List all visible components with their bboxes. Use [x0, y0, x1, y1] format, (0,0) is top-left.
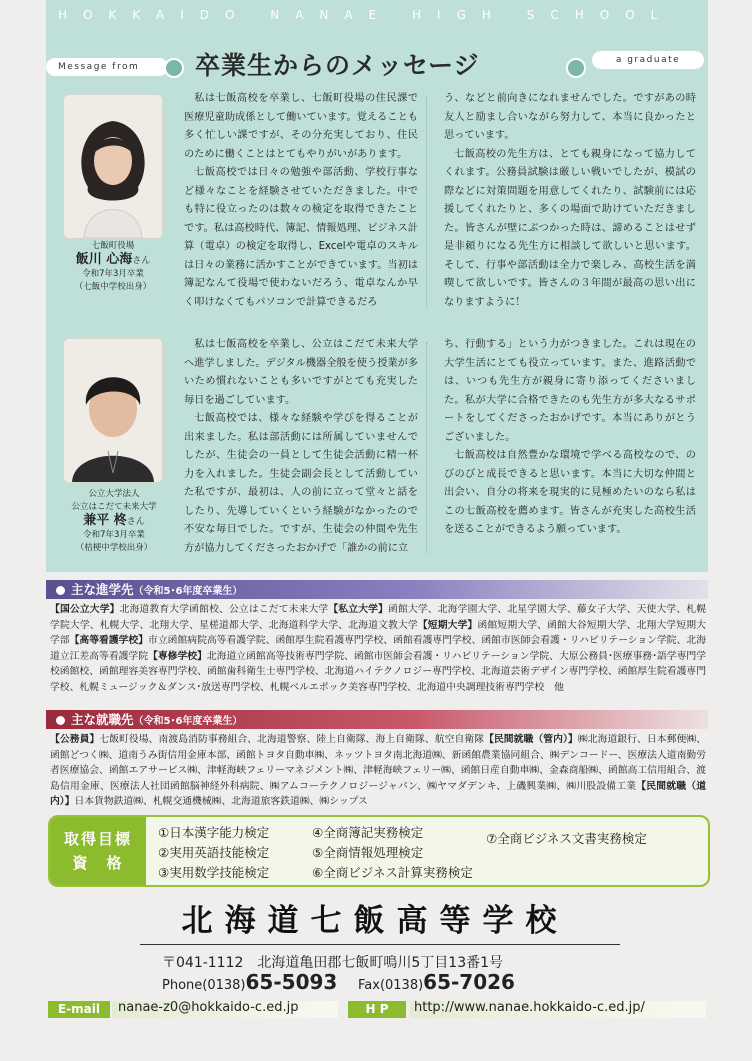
phone-area-code: (0138): [202, 978, 246, 993]
qualification-item: ⑦全商ビジネス文書実務検定: [486, 831, 647, 846]
list-label: 【公務員】: [50, 734, 100, 745]
graduate-year: 令和7年3月卒業: [82, 269, 144, 279]
column-divider: [426, 342, 427, 554]
list-body: 北海道立函館高等技術専門学院、函館市医師会看護・リハビリテーション学院、大原公務員･医療事務･語学専門学校函館校、函館理容美容専門学校、函館歯科衛生士専門学校、北海道ハイテクノロジー専門学校、北海道芸術デザイン専門学校、函館厚生院看護専門学校、札幌ミュージック＆ダンス･放送専門学校、札幌ベルエポック美容専門学校、北海道中央調理技術専門学校 他: [50, 650, 706, 693]
qualifications-box: [48, 815, 710, 887]
title-dot-left: [164, 58, 184, 78]
qualification-item: ⑥全商ビジネス計算実務検定: [312, 865, 473, 880]
advancement-subtitle: （令和5･6年度卒業生）: [133, 586, 243, 597]
email-link[interactable]: nanae-z0@hokkaido-c.ed.jp: [118, 1000, 299, 1015]
advancement-list: [50, 602, 706, 702]
qualifications-label: [50, 817, 146, 885]
list-body: 北海道教育大学函館校、公立はこだて未来大学: [119, 604, 329, 615]
graduate-caption-2: [44, 488, 184, 555]
list-body: 函館大学、北海学園大学、北星学園大学、藤女子大学、天使大学、札幌学院大学、札幌大学、北翔大学、星槎道都大学、北海道科学大学、北海道文教大学: [50, 604, 706, 631]
qualification-item: ④全商簿記実務検定: [312, 825, 424, 840]
graduate-message-2-col2: [444, 336, 696, 562]
list-body: 市立函館病院高等看護学院、函館厚生院看護専門学校、函館看護専門学校、函館市医師会看護・リハビリテーション学院、北海道立江差高等看護学院: [50, 635, 706, 662]
hp-label: H P: [348, 1001, 406, 1018]
graduate-prior-school: （七飯中学校出身）: [74, 282, 152, 292]
a-graduate-tag: a graduate: [592, 51, 704, 69]
list-label: 【民間就職（管内）】: [484, 734, 578, 745]
portrait-icon: [64, 339, 162, 482]
list-body: ㈱北海道銀行、日本郵便㈱、函館どつく㈱、道南うみ街信用金庫本部、函館トヨタ自動車㈱、ネッツトヨタ南北海道㈱、新函館農業協同組合、㈱デンコードー、医療法人道南勤労者医療協会、函館エアサービス㈱、津軽海峡フェリーマネジメント㈱、津軽海峡フェリー㈱、函館日産自動車㈱、金森商船㈱、函館高工信用組合、渡島信用金庫、医療法人社団函館脳神経外科病院、㈱アムコーテクノロジージャパン、㈱ヤマダデンキ、上磯興業㈱、㈱川股設備工業: [50, 734, 706, 792]
graduate-prior-school: （桔梗中学校出身）: [75, 543, 153, 553]
fax-area-code: (0138): [379, 978, 424, 993]
graduate-affiliation: 公立大学法人 公立はこだて未来大学: [71, 489, 157, 512]
message-paragraph: 七飯高校の先生方は、とても親身になって協力してくれます。公務員試験は厳しい戦いでしたが、模試の際などに対策問題を用意してくれたり、試験前には応援してくれたりと、多くの場面で助けていただきました。皆さんが壁にぶつかった時は、諦めることはせず是非頼りになる先生方に相談して欲しいと思います。そして、行事や部活動は全力で楽しみ、高校生活を満喫して欲しいです。皆さんの３年間が最高の思い出になりますように！: [444, 148, 696, 308]
fax-label: Fax: [357, 978, 380, 993]
message-paragraph: 七飯高校では日々の勉強や部活動、学校行事など様々なことを経験させていただきました。中でも特に役立ったのは数々の検定を取得できたことです。私は高校時代、簿記、情報処理、ビジネス計算（電卓）の検定を取得し、Excelや電卓のスキルは日々の業務に活かすことができています。当初は簿記なんて役場で使わないだろう、電卓なんか早く叩けなくてもパソコンで計算できるだろ: [184, 167, 418, 308]
section-title: 卒業生からのメッセージ: [195, 51, 480, 80]
school-name: 北海道七飯高等学校: [181, 903, 569, 939]
graduate-message-1-col2: [444, 90, 696, 316]
bullet-dot-icon: [56, 716, 65, 725]
portrait-icon: [64, 95, 162, 238]
graduate-photo-2: [63, 338, 163, 483]
list-body: 日本貨物鉄道㈱、札幌交通機械㈱、北海道旅客鉄道㈱、㈱シップス: [74, 796, 368, 808]
graduate-message-2-col1: [184, 336, 418, 562]
list-label: 【短期大学】: [417, 619, 478, 631]
employment-subtitle: （令和5･6年度卒業生）: [133, 716, 243, 727]
title-dot-right: [566, 58, 586, 78]
qualifications-label-line1: 取得目標: [63, 830, 132, 848]
bullet-dot-icon: [56, 586, 65, 595]
message-paragraph: 七飯高校では、様々な経験や学びを得ることが出来ました。私は部活動には所属していませんでしたが、生徒会の一員として生徒会活動に精一杯力を入れました。生徒会副会長として活動していた私ですが、最初は、人の前に立って堂々と話をしたり、先導していくという経験がなかったので不安な毎日でした。ですが、生徒会の仲間や先生方が協力してくださったおかげで「誰かの前に立: [184, 413, 418, 554]
graduate-message-1-col1: [184, 90, 418, 316]
phone-number: 65-5093: [245, 970, 338, 994]
graduate-honorific: さん: [126, 517, 145, 527]
list-label: 【私立大学】: [328, 604, 389, 615]
column-divider: [426, 96, 427, 308]
qualification-item: ②実用英語技能検定: [158, 845, 270, 860]
phone-fax-line: [162, 970, 515, 994]
homepage-link[interactable]: http://www.nanae.hokkaido-c.ed.jp/: [414, 1000, 645, 1015]
list-body: 函館短期大学、函館大谷短期大学、北翔大学短期大学部: [50, 619, 706, 647]
graduate-honorific: さん: [132, 256, 151, 266]
qualification-item: ③実用数学技能検定: [158, 865, 270, 880]
message-paragraph: う、などと前向きになれませんでした。ですがあの時友人と励まし合いながら努力して、本当に良かったと思っています。: [444, 93, 696, 141]
graduate-name: 兼平 柊: [83, 513, 127, 528]
email-label: E-mail: [48, 1001, 110, 1018]
advancement-title: 主な進学先: [71, 582, 134, 597]
list-label: 【民間就職（道内）】: [50, 780, 706, 808]
message-paragraph: 七飯高校は自然豊かな環境で学べる高校なので、のびのびと成長できると思います。本当に大切な仲間と出会い、自分の将来を現実的に見極めたいのなら私はこの七飯高校を薦めます。皆さんが充実した高校生活を送ることができるよう願っています。: [444, 450, 696, 535]
qualification-item: ⑤全商情報処理検定: [312, 845, 424, 860]
footer-rule: [140, 944, 620, 945]
graduate-year: 令和7年3月卒業: [83, 530, 145, 540]
graduate-name: 飯川 心海: [75, 252, 133, 267]
graduate-affiliation: 七飯町役場: [91, 241, 135, 251]
phone-label: Phone: [162, 978, 203, 993]
graduate-caption-1: [48, 240, 178, 294]
message-paragraph: 私は七飯高校を卒業し、七飯町役場の住民課で医療児童助成係として働いています。覚えることも多く忙しい課ですが、その分充実しており、住民のために働くことはとてもやりがいがあります。: [184, 93, 418, 160]
list-label: 【高等看護学校】: [69, 635, 149, 647]
advancement-header: [46, 580, 708, 599]
school-english-name: HOKKAIDO NANAE HIGH SCHOOL: [58, 8, 674, 22]
fax-number: 65-7026: [423, 970, 515, 994]
qualifications-label-line2: 資 格: [72, 854, 124, 872]
employment-list: [50, 732, 706, 812]
list-label: 【国公立大学】: [50, 604, 120, 615]
message-from-tag: Message from: [46, 58, 168, 76]
list-label: 【専修学校】: [148, 650, 207, 662]
qualification-item: ①日本漢字能力検定: [158, 825, 270, 840]
message-paragraph: 私は七飯高校を卒業し、公立はこだて未来大学へ進学しました。デジタル機器全般を使う授業が多いため慣れないことも多いですがとても充実した毎日を過ごしています。: [184, 339, 418, 406]
list-body: 七飯町役場、南渡島消防事務組合、北海道警察、陸上自衛隊、海上自衛隊、航空自衛隊: [99, 734, 485, 745]
employment-header: [46, 710, 708, 729]
message-paragraph: ち、行動する」という力がつきました。これは現在の大学生活にとても役立っています。また、進路活動では、いつも先生方が親身に寄り添ってくださいました。私が大学に合格できたのも先生方が多大なるサポートをしてくださったおかげです。本当にありがとうございました。: [444, 339, 696, 443]
graduate-photo-1: [63, 94, 163, 239]
employment-title: 主な就職先: [71, 712, 134, 727]
school-address: 〒041-1112 北海道亀田郡七飯町鳴川5丁目13番1号: [162, 955, 504, 971]
